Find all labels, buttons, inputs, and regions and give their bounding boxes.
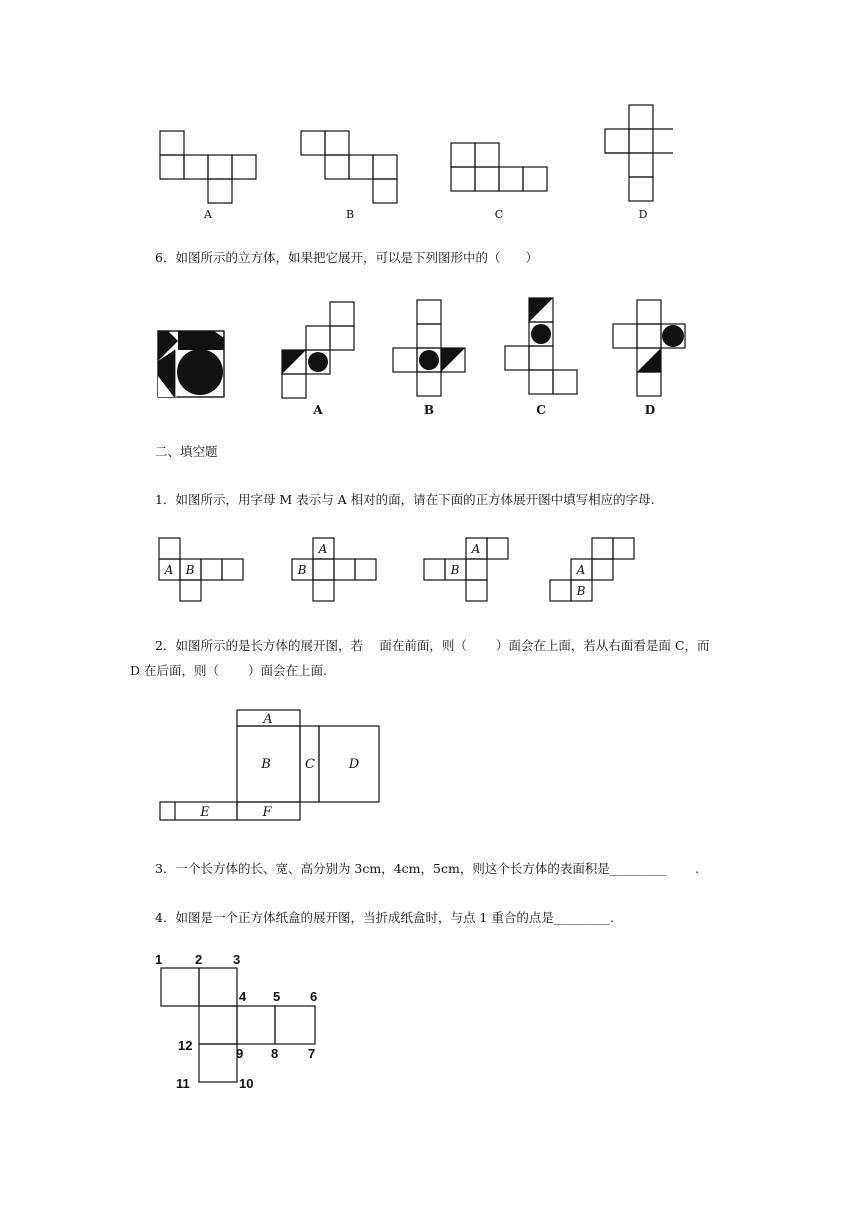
svg-text:A: A xyxy=(576,563,586,577)
svg-text:A: A xyxy=(164,563,174,577)
point-7: 7 xyxy=(308,1046,316,1061)
f1-net-3 xyxy=(424,538,508,601)
point-9: 9 xyxy=(236,1046,244,1061)
point-11: 11 xyxy=(176,1076,190,1091)
face-f: F xyxy=(262,805,272,820)
q6-figure xyxy=(0,290,860,430)
svg-text:A: A xyxy=(318,542,328,556)
face-d: D xyxy=(348,757,360,772)
caption-c: C xyxy=(494,208,504,221)
net-b xyxy=(301,131,397,203)
net-a xyxy=(160,131,256,203)
f1-nets-figure xyxy=(0,530,860,610)
face-a: A xyxy=(263,712,273,727)
point-3: 3 xyxy=(233,952,241,967)
f1-net-1 xyxy=(159,538,243,601)
point-1: 1 xyxy=(155,952,163,967)
cube xyxy=(158,331,224,397)
fill-question-3: 3．一个长方体的长、宽、高分别为 3cm，4cm，5cm，则这个长方体的表面积是_________ . xyxy=(155,861,700,876)
point-4: 4 xyxy=(239,989,247,1004)
fill-question-2-line-1: 2．如图所示的是长方体的展开图，若 面在前面，则（ ）面会在上面，若从右面看是面 C，而 xyxy=(155,638,710,653)
caption-a: A xyxy=(204,208,212,221)
q6-net-a xyxy=(282,302,354,398)
q6-caption-a: A xyxy=(313,403,323,417)
face-e: E xyxy=(200,805,210,820)
cuboid-net-figure xyxy=(0,700,860,830)
face-b: B xyxy=(261,757,271,772)
q6-net-c xyxy=(505,298,577,394)
q6-caption-d: D xyxy=(644,403,656,417)
fill-question-2-line-2: D 在后面，则（ ）面会在上面. xyxy=(130,663,327,678)
svg-text:B: B xyxy=(297,563,307,577)
net-c xyxy=(451,143,547,191)
cube-net xyxy=(161,968,318,1082)
svg-text:B: B xyxy=(185,563,195,577)
point-2: 2 xyxy=(195,952,203,967)
net-d xyxy=(605,105,673,201)
q6-caption-c: C xyxy=(536,403,546,417)
caption-d: D xyxy=(638,208,648,221)
f1-net-4 xyxy=(550,538,634,601)
caption-b: B xyxy=(345,208,355,221)
point-12: 12 xyxy=(178,1038,193,1053)
section-title: 二、填空题 xyxy=(155,444,218,459)
fill-question-1: 1．如图所示，用字母 M 表示与 A 相对的面，请在下面的正方体展开图中填写相应的字母. xyxy=(155,492,655,507)
point-6: 6 xyxy=(310,989,318,1004)
f1-net-2 xyxy=(292,538,376,601)
point-10: 10 xyxy=(239,1076,254,1091)
point-5: 5 xyxy=(273,989,281,1004)
q6-caption-b: B xyxy=(423,403,435,417)
q6-net-d xyxy=(613,300,685,396)
svg-text:A: A xyxy=(471,542,481,556)
top-nets-figure xyxy=(0,0,860,240)
svg-text:B: B xyxy=(576,584,586,598)
fill-question-4: 4．如图是一个正方体纸盒的展开图，当折成纸盒时，与点 1 重合的点是_________. xyxy=(155,910,615,925)
cube-net-points-figure xyxy=(0,945,860,1095)
question-6: 6．如图所示的立方体，如果把它展开，可以是下列图形中的（ ） xyxy=(155,250,538,265)
face-c: C xyxy=(305,757,315,772)
q6-net-b xyxy=(393,300,465,396)
point-8: 8 xyxy=(271,1046,279,1061)
svg-text:B: B xyxy=(450,563,460,577)
